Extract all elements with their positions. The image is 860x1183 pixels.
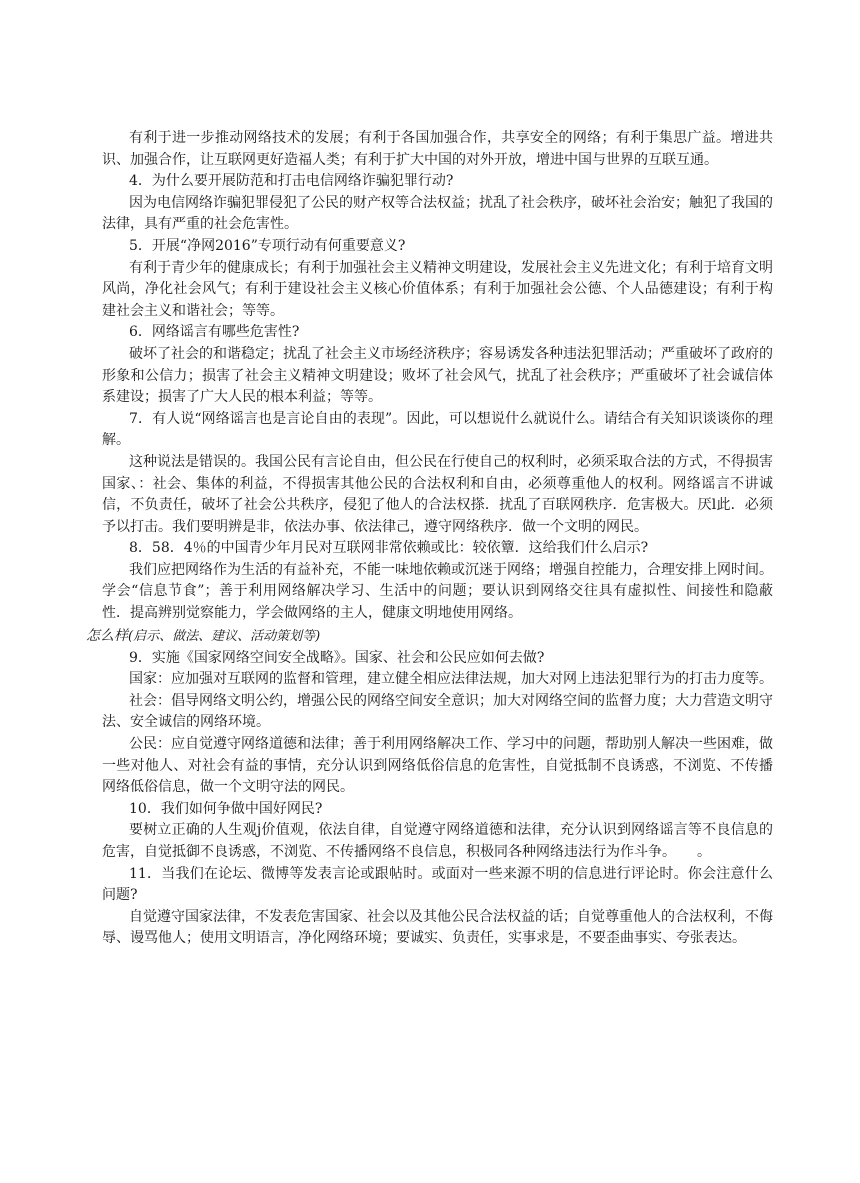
answer-7: 这种说法是错误的。我国公民有言论自由，但公民在行使自己的权利时，必须采取合法的方式，不得损害国家、：社会、集体的利益，不得损害其他公民的合法权利和自由，必须尊重他人的权利。网络谣言不讲诚信，不负责任，破坏了社会公共秩序，侵犯了他人的合法权搽．扰乱了百联网秩序．危害极大。厌l此．必须予以打击。我们要明辨是非，依法办事、依法律己，遵守网络秩序．做一个文明的网民。 — [102, 453, 773, 535]
question-11: 11．当我们在论坛、微博等发表言论或跟帖时。或面对一些来源不明的信息进行评论时。你会注意什么问题? — [102, 865, 773, 904]
section-heading-sub: (启示、做法、建议、活动策划等) — [128, 628, 321, 644]
answer-9-citizen: 公民：应自觉遵守网络道德和法律；善于利用网络解决工作、学习中的问题，帮助别人解决一些困难，做一些对他人、对社会有益的事情，充分认识到网络低俗信息的危害性，自觉抵制不良诱惑，不浏览、不传播网络低俗信息，做一个文明守法的网民。 — [102, 736, 773, 796]
question-8: 8．58．4％的中国青少年月民对互联网非常依赖或比：较依簟．这给我们什么启示? — [129, 540, 649, 557]
answer-11: 自觉遵守国家法律，不发表危害国家、社会以及其他公民合法权益的话；自觉尊重他人的合法权利，不侮辱、谩骂他人；使用文明语言，净化网络环境；要诚实、负责任，实事求是，不要歪曲事实、夸张表达。 — [102, 908, 773, 947]
answer-6: 破坏了社会的和谐稳定；扰乱了社会主义市场经济秩序；容易诱发各种违法犯罪活动；严重破坏了政府的形象和公信力；损害了社会主义精神文明建设；败坏了社会风气，扰乱了社会秩序；严重破坏了社会诚信体系建设；损害了广大人民的根本利益；等等。 — [102, 345, 773, 406]
question-6: 6．网络谣言有哪些危害性? — [129, 324, 300, 341]
answer-9-state: 国家：应加强对互联网的监督和管理，建立健全相应法律法规，加大对网上违法犯罪行为的打击力度等。 — [129, 671, 773, 688]
answer-8: 我们应把网络作为生活的有益补充，不能一味地依赖或沉迷于网络；增强自控能力，合理安排上网时间。学会“信息节食”；善于利用网络解决学习、生活中的问题；要认识到网络交往具有虚拟性、间接性和隐蔽性．提高辨别觉察能力，学会做网络的主人，健康文明地使用网络。 — [102, 561, 773, 622]
section-heading-main: 怎么样 — [86, 627, 128, 644]
answer-4: 因为电信网络诈骗犯罪侵犯了公民的财产权等合法权益；扰乱了社会秩序，破坏社会治安；触犯了我国的法律，具有严重的社会危害性。 — [102, 194, 773, 233]
question-7: 7．有人说“网络谣言也是言论自由的表现”。因此，可以想说什么就说什么。请结合有关知识谈谈你的理解。 — [102, 410, 773, 449]
question-4: 4．为什么要开展防范和打击电信网络诈骗犯罪行动? — [129, 173, 454, 190]
paragraph-benefits: 有利于进一步推动网络技术的发展；有利于各国加强合作，共享安全的网络；有利于集思广益。增进共识、加强合作，让互联网更好造福人类；有利于扩大中国的对外开放，增进中国与世界的互联互通。 — [102, 130, 773, 168]
answer-10: 要树立正确的人生观j价值观，依法自律，自觉遵守网络道德和法律，充分认识到网络谣言等不良信息的危害，自觉抵御不良诱惑，不浏览、不传播网络不良信息，积极同各种网络违法行为作斗争。 。 — [102, 822, 773, 860]
answer-9-society: 社会：倡导网络文明公约，增强公民的网络空间安全意识；加大对网络空间的监督力度；大力营造文明守法、安全诚信的网络环境。 — [102, 692, 773, 731]
section-heading-how — [86, 625, 773, 648]
question-5: 5．开展“净网2016”专项行动有何重要意义? — [129, 237, 406, 254]
answer-5: 有利于青少年的健康成长；有利于加强社会主义精神文明建设，发展社会主义先进文化；有利于培育文明风尚，净化社会风气；有利于建设社会主义核心价值体系；有利于加强社会公德、个人品德建设；有利于构建社会主义和谐社会；等等。 — [102, 259, 773, 319]
question-10: 10．我们如何争做中国好网民? — [129, 800, 323, 817]
question-9: 9．实施《国家网络空间安全战略》。国家、社会和公民应如何去做? — [129, 649, 545, 666]
